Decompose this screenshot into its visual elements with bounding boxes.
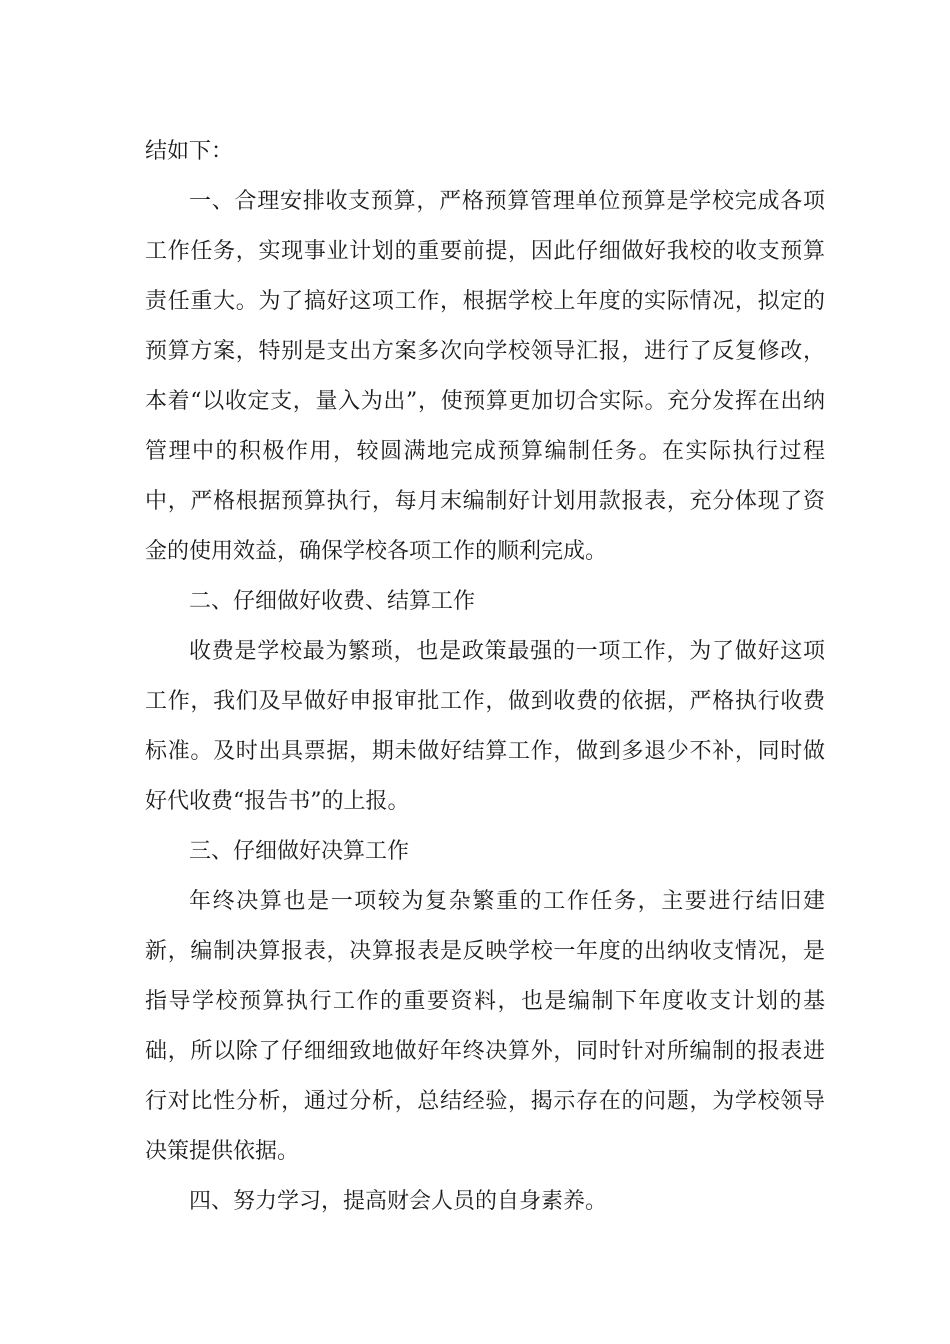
document-body [145,127,825,1227]
heading-final-accounts: 三、仔细做好决算工作 [189,839,410,864]
heading-fees-settlement: 二、仔细做好收费、结算工作 [189,589,476,614]
paragraph-budget: 一、合理安排收支预算，严格预算管理单位预算是学校完成各项工作任务，实现事业计划的重要前提，因此仔细做好我校的收支预算责任重大。为了搞好这项工作，根据学校上年度的实际情况，拟定的预算方案，特别是支出方案多次向学校领导汇报，进行了反复修改，本着“以收定支，量入为出”，使预算更加切合实际。充分发挥在出纳管理中的积极作用，较圆满地完成预算编制任务。在实际执行过程中，严格根据预算执行，每月末编制好计划用款报表，充分体现了资金的使用效益，确保学校各项工作的顺利完成。 [145,189,825,564]
paragraph-summary-intro: 结如下： [145,139,234,164]
heading-study: 四、努力学习，提高财会人员的自身素养。 [189,1189,608,1214]
paragraph-fees: 收费是学校最为繁琐，也是政策最强的一项工作，为了做好这项工作，我们及早做好申报审批工作，做到收费的依据，严格执行收费标准。及时出具票据，期未做好结算工作，做到多退少不补，同时做好代收费“报告书”的上报。 [145,639,825,814]
paragraph-final-accounts: 年终决算也是一项较为复杂繁重的工作任务，主要进行结旧建新，编制决算报表，决算报表是反映学校一年度的出纳收支情况，是指导学校预算执行工作的重要资料，也是编制下年度收支计划的基础，所以除了仔细细致地做好年终决算外，同时针对所编制的报表进行对比性分析，通过分析，总结经验，揭示存在的问题，为学校领导决策提供依据。 [145,889,825,1164]
